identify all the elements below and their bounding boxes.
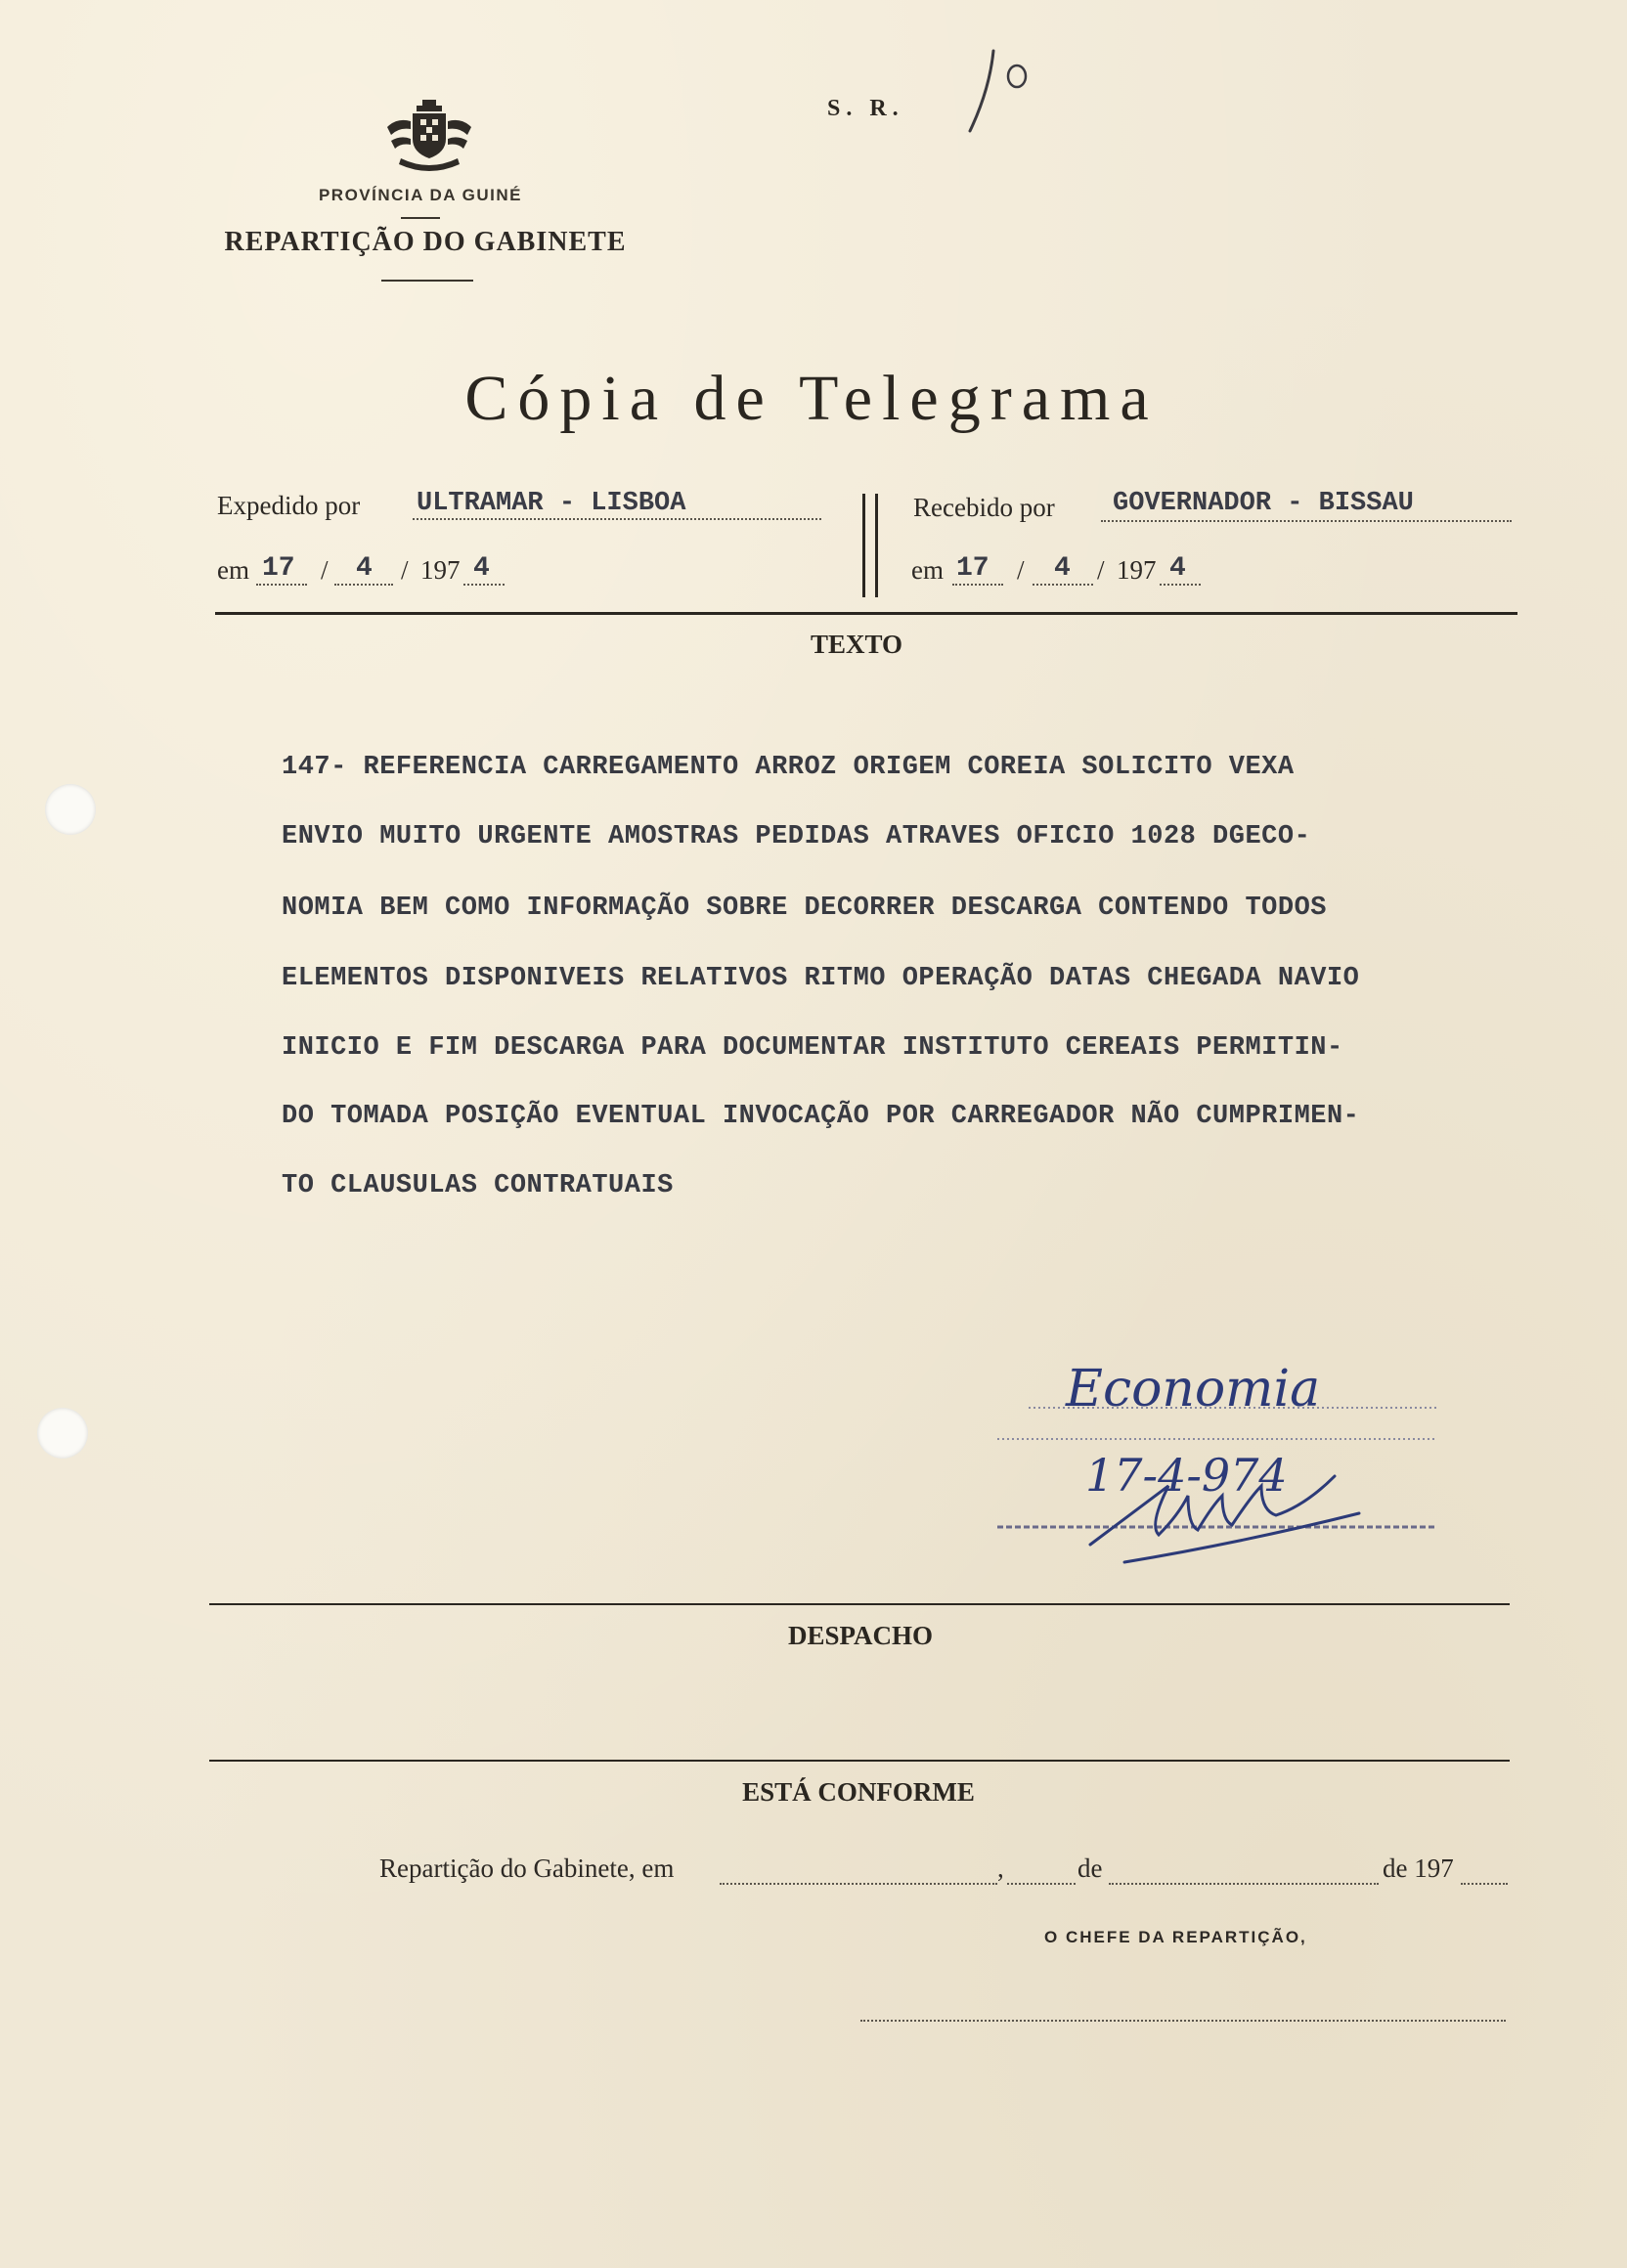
conforme-day-line — [1007, 1883, 1076, 1885]
conforme-line-prefix: Repartição do Gabinete, em — [379, 1854, 675, 1883]
column-separator — [862, 494, 878, 597]
date-slash: / — [401, 555, 409, 585]
conforme-heading: ESTÁ CONFORME — [742, 1777, 975, 1807]
sender-year-suffix: 4 — [473, 553, 490, 584]
conforme-year-line — [1461, 1883, 1508, 1885]
conforme-de1: de — [1077, 1854, 1103, 1883]
chefe-label: O CHEFE DA REPARTIÇÃO, — [1044, 1928, 1307, 1946]
document-title: Cópia de Telegrama — [464, 363, 1159, 434]
handwritten-page-number — [968, 39, 1056, 137]
punch-hole-bottom — [37, 1408, 88, 1459]
sender-day: 17 — [262, 553, 295, 584]
telegram-line: INICIO E FIM DESCARGA PARA DOCUMENTAR INSTITUTO CEREAIS PERMITIN- — [282, 1033, 1343, 1063]
receiver-month: 4 — [1054, 553, 1071, 584]
telegram-line: 147- REFERENCIA CARREGAMENTO ARROZ ORIGEM COREIA SOLICITO VEXA — [282, 753, 1295, 782]
handwritten-number-text: 10 — [968, 39, 969, 40]
department-label: REPARTIÇÃO DO GABINETE — [224, 227, 627, 257]
sender-day-line — [256, 584, 307, 586]
date-slash: / — [1097, 555, 1105, 585]
receiver-year-suffix: 4 — [1169, 553, 1186, 584]
receiver-date-label: em — [911, 555, 944, 585]
handwritten-word: Economia — [1066, 1360, 1321, 1418]
receiver-value: GOVERNADOR - BISSAU — [1113, 489, 1414, 518]
receiver-month-line — [1033, 584, 1093, 586]
telegram-line: ENVIO MUITO URGENTE AMOSTRAS PEDIDAS ATRAVES OFICIO 1028 DGECO- — [282, 822, 1311, 851]
telegram-line: NOMIA BEM COMO INFORMAÇÃO SOBRE DECORRER DESCARGA CONTENDO TODOS — [282, 894, 1327, 923]
punch-hole-top — [45, 784, 96, 835]
chefe-signature-line — [860, 2020, 1506, 2022]
receiver-field-line — [1101, 520, 1512, 522]
date-slash: / — [1017, 555, 1025, 585]
despacho-divider — [209, 1603, 1510, 1605]
handwritten-signature — [978, 1300, 1467, 1603]
sender-year-prefix: 197 — [420, 555, 461, 585]
sender-date-label: em — [217, 555, 249, 585]
receiver-year-prefix: 197 — [1117, 555, 1157, 585]
classification-label: S. R. — [827, 96, 904, 121]
coat-of-arms-icon — [383, 98, 475, 176]
conforme-comma: , — [997, 1854, 1004, 1883]
sender-field-line — [413, 518, 821, 520]
receiver-year-line — [1160, 584, 1201, 586]
receiver-day-line — [952, 584, 1003, 586]
telegram-line: TO CLAUSULAS CONTRATUAIS — [282, 1171, 674, 1200]
divider — [401, 217, 440, 219]
province-label: PROVÍNCIA DA GUINÉ — [318, 186, 523, 204]
date-slash: / — [321, 555, 329, 585]
receiver-day: 17 — [956, 553, 989, 584]
receiver-label: Recebido por — [913, 493, 1055, 522]
sender-year-line — [463, 584, 505, 586]
conforme-divider — [209, 1760, 1510, 1762]
handwritten-date: 17-4-974 — [1085, 1449, 1288, 1502]
telegram-line: ELEMENTOS DISPONIVEIS RELATIVOS RITMO OPERAÇÃO DATAS CHEGADA NAVIO — [282, 964, 1360, 993]
texto-heading: TEXTO — [810, 630, 903, 659]
sender-label: Expedido por — [217, 491, 361, 520]
sender-month: 4 — [356, 553, 373, 584]
sender-month-line — [334, 584, 393, 586]
despacho-heading: DESPACHO — [787, 1621, 933, 1650]
header-divider — [215, 612, 1517, 615]
divider — [381, 280, 473, 282]
telegram-line: DO TOMADA POSIÇÃO EVENTUAL INVOCAÇÃO POR CARREGADOR NÃO CUMPRIMEN- — [282, 1102, 1360, 1131]
conforme-de2: de 197 — [1383, 1854, 1454, 1883]
conforme-month-line — [1109, 1883, 1379, 1885]
sender-value: ULTRAMAR - LISBOA — [417, 489, 686, 518]
conforme-date-line — [720, 1883, 997, 1885]
